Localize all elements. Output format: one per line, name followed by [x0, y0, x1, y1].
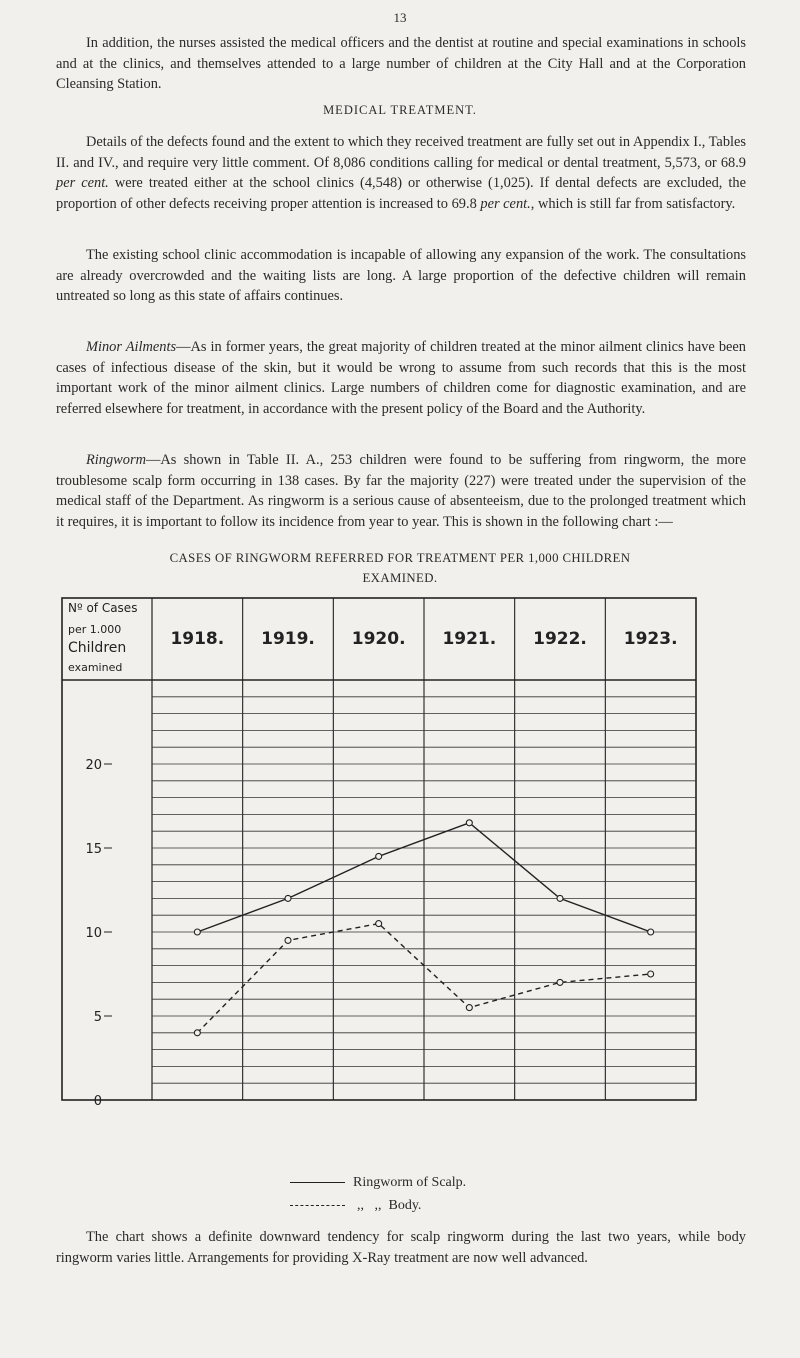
legend-scalp: Ringworm of Scalp.: [290, 1175, 466, 1191]
y-axis-label-line: examined: [68, 661, 123, 674]
body-ringworm-point: [648, 971, 654, 977]
body-ringworm-point: [194, 1030, 200, 1036]
y-tick-label: 10: [85, 926, 102, 941]
y-axis-label-line: per 1.000: [68, 623, 122, 636]
body-ringworm-point: [466, 1005, 472, 1011]
y-tick-label: 15: [85, 842, 102, 857]
year-header: 1923.: [623, 629, 678, 649]
page-number: 13: [393, 10, 407, 25]
dashed-line-swatch: [290, 1205, 345, 1206]
y-tick-label: 0: [93, 1094, 102, 1109]
solid-line-swatch: [290, 1182, 345, 1183]
y-tick-label: 5: [93, 1010, 102, 1025]
body-ringworm-point: [376, 921, 382, 927]
ringworm-paragraph: Ringworm—As shown in Table II. A., 253 children were found to be suffering from ringworm, the more troublesome scalp form occurring in 138 cases. By far the majority (227) were treated under the supervision of the medical staff of the Department. As ringworm is a serious cause of absenteeism, due to the prolonged treatment which it requires, it is important to follow its incidence from year to year. This is shown in the following chart :—: [56, 452, 746, 530]
year-header: 1918.: [170, 629, 225, 649]
scalp-ringworm-point: [285, 895, 291, 901]
clinic-paragraph: The existing school clinic accommodation is incapable of allowing any expansion of the work. The consultations are already overcrowded and the waiting lists are long. A large proportion of the defective children will remain untreated so long as this state of affairs continues.: [56, 247, 746, 305]
year-header: 1919.: [261, 629, 315, 649]
chart-frame: [62, 598, 696, 1100]
scalp-ringworm-point: [648, 929, 654, 935]
section-heading: MEDICAL TREATMENT.: [323, 103, 477, 117]
closing-paragraph: The chart shows a definite downward tendency for scalp ringworm during the last two years, while body ringworm varies little. Arrangements for providing X-Ray treatment are now well advanced.: [56, 1229, 746, 1266]
y-axis-label-line: Children: [68, 640, 127, 656]
minor-ailments-paragraph: Minor Ailments—As in former years, the great majority of children treated at the minor ailment clinics have been cases of infectious disease of the skin, but it would be wrong to assume from such records that this is the most important work of the minor ailment clinics. Large numbers of children come for diagnostic examination, and are referred elsewhere for treatment, in accordance with the present policy of the Board and the Authority.: [56, 339, 746, 417]
body-ringworm-point: [285, 937, 291, 943]
y-tick-label: 20: [85, 758, 102, 773]
intro-paragraph: In addition, the nurses assisted the medical officers and the dentist at routine and special examinations in schools and at the clinics, and themselves attended to a large number of children at the City Hall and at the Corporation Cleansing Station.: [56, 35, 746, 93]
year-header: 1921.: [442, 629, 497, 649]
y-axis-label-line: Nº of Cases: [68, 601, 138, 615]
scalp-ringworm-point: [557, 895, 563, 901]
scalp-ringworm-point: [376, 853, 382, 859]
legend-body: ,, ,, Body.: [290, 1198, 421, 1214]
year-header: 1920.: [351, 629, 406, 649]
scalp-ringworm-point: [466, 820, 472, 826]
treatment-paragraph: Details of the defects found and the extent to which they received treatment are fully set out in Appendix I., Tables II. and IV., and require very little comment. Of 8,086 conditions calling for medical or dental treatment, 5,573, or 68.9 per cent. were treated either at the school clinics (4,548) or otherwise (1,025). If dental defects are excluded, the proportion of other defects receiving proper attention is increased to 69.8 per cent., which is still far from satisfactory.: [56, 134, 746, 212]
year-header: 1922.: [533, 629, 587, 649]
scalp-ringworm-point: [194, 929, 200, 935]
body-ringworm-point: [557, 979, 563, 985]
chart-title: CASES OF RINGWORM REFERRED FOR TREATMENT PER 1,000 CHILDREN EXAMINED.: [169, 551, 631, 585]
